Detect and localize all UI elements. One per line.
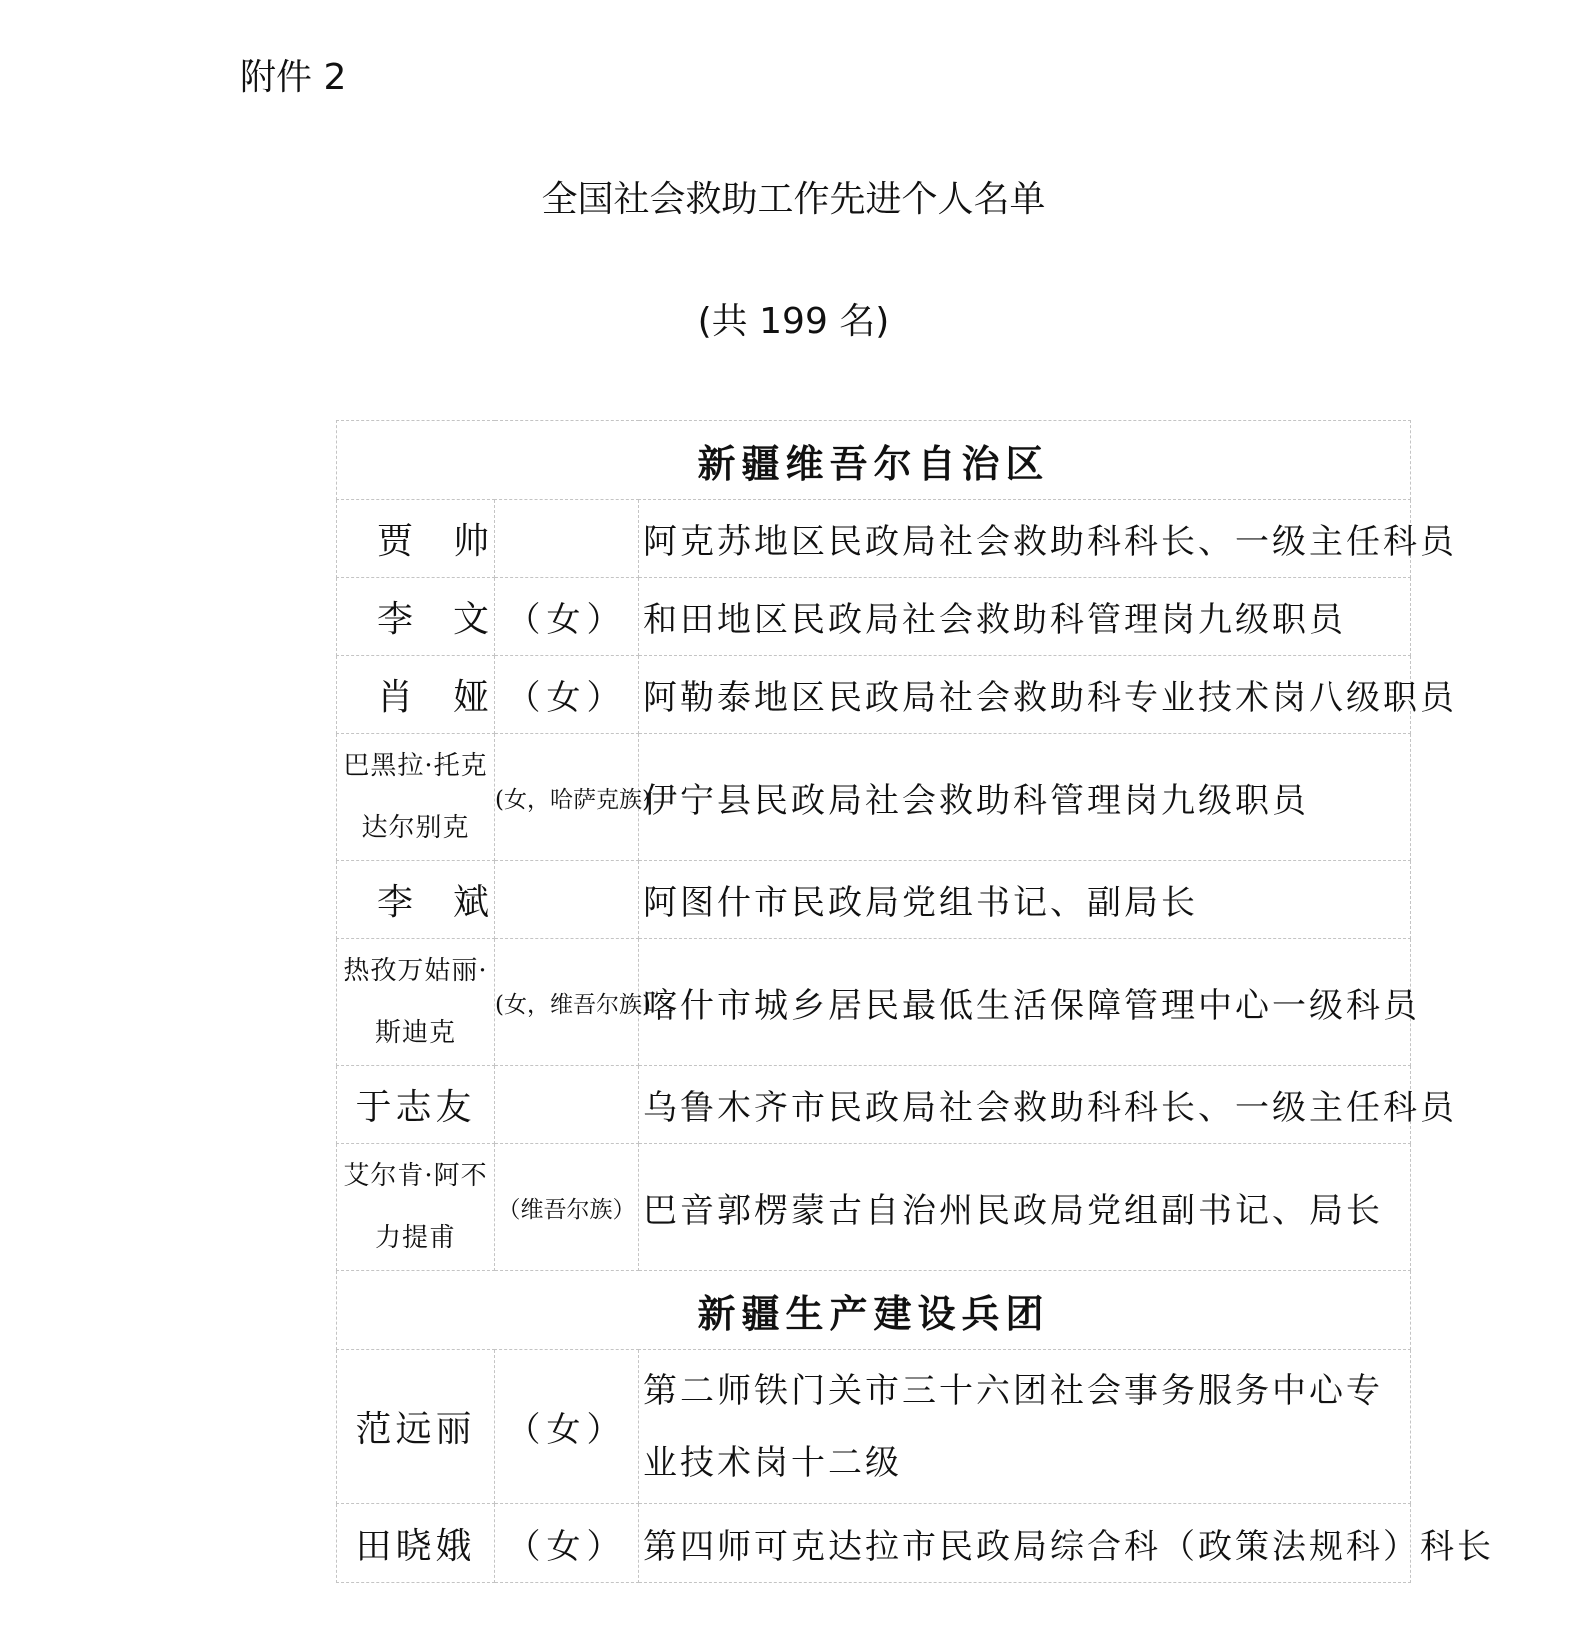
- table-row: [337, 861, 1411, 939]
- person-note: （女）: [495, 1504, 639, 1583]
- table-row: [337, 1144, 1411, 1271]
- person-position: 阿克苏地区民政局社会救助科科长、一级主任科员: [639, 500, 1411, 578]
- person-note: （女）: [495, 1350, 639, 1504]
- person-name: 范远丽: [337, 1350, 495, 1504]
- table-row: [337, 734, 1411, 861]
- person-note: （女）: [495, 578, 639, 656]
- person-name: 李斌: [337, 861, 495, 939]
- table-row: [337, 578, 1411, 656]
- person-position: 巴音郭楞蒙古自治州民政局党组副书记、局长: [639, 1144, 1411, 1271]
- region-heading: 新疆维吾尔自治区: [337, 421, 1411, 500]
- person-name: 巴黑拉·托克达尔别克: [337, 734, 495, 861]
- person-position: 喀什市城乡居民最低生活保障管理中心一级科员: [639, 939, 1411, 1066]
- table-row: [337, 656, 1411, 734]
- person-note: (女，哈萨克族): [495, 734, 639, 861]
- person-name: 艾尔肯·阿不力提甫: [337, 1144, 495, 1271]
- person-note: （维吾尔族）: [495, 1144, 639, 1271]
- person-position: 和田地区民政局社会救助科管理岗九级职员: [639, 578, 1411, 656]
- table-row: [337, 1066, 1411, 1144]
- person-note: [495, 1066, 639, 1144]
- table-row: [337, 500, 1411, 578]
- person-position: 阿勒泰地区民政局社会救助科专业技术岗八级职员: [639, 656, 1411, 734]
- table-row: [337, 1350, 1411, 1504]
- person-name: 贾帅: [337, 500, 495, 578]
- person-position: 阿图什市民政局党组书记、副局长: [639, 861, 1411, 939]
- region-row-xinjiang: [337, 421, 1411, 500]
- region-row-bingtuan: [337, 1271, 1411, 1350]
- table-row: [337, 939, 1411, 1066]
- person-position: 第四师可克达拉市民政局综合科（政策法规科）科长: [639, 1504, 1411, 1583]
- person-position: 乌鲁木齐市民政局社会救助科科长、一级主任科员: [639, 1066, 1411, 1144]
- attachment-label: 附件 2: [240, 57, 347, 98]
- person-name: 于志友: [337, 1066, 495, 1144]
- region-heading: 新疆生产建设兵团: [337, 1271, 1411, 1350]
- person-name: 田晓娥: [337, 1504, 495, 1583]
- person-name: 热孜万姑丽·斯迪克: [337, 939, 495, 1066]
- document-count: (共 199 名): [697, 301, 890, 342]
- table-row: [337, 1504, 1411, 1583]
- person-position: 伊宁县民政局社会救助科管理岗九级职员: [639, 734, 1411, 861]
- person-note: （女）: [495, 656, 639, 734]
- document-title: 全国社会救助工作先进个人名单: [541, 179, 1046, 220]
- honoree-table: [336, 420, 1494, 1583]
- person-position: 第二师铁门关市三十六团社会事务服务中心专业技术岗十二级: [639, 1350, 1411, 1504]
- person-name: 肖娅: [337, 656, 495, 734]
- person-name: 李文: [337, 578, 495, 656]
- person-note: (女，维吾尔族): [495, 939, 639, 1066]
